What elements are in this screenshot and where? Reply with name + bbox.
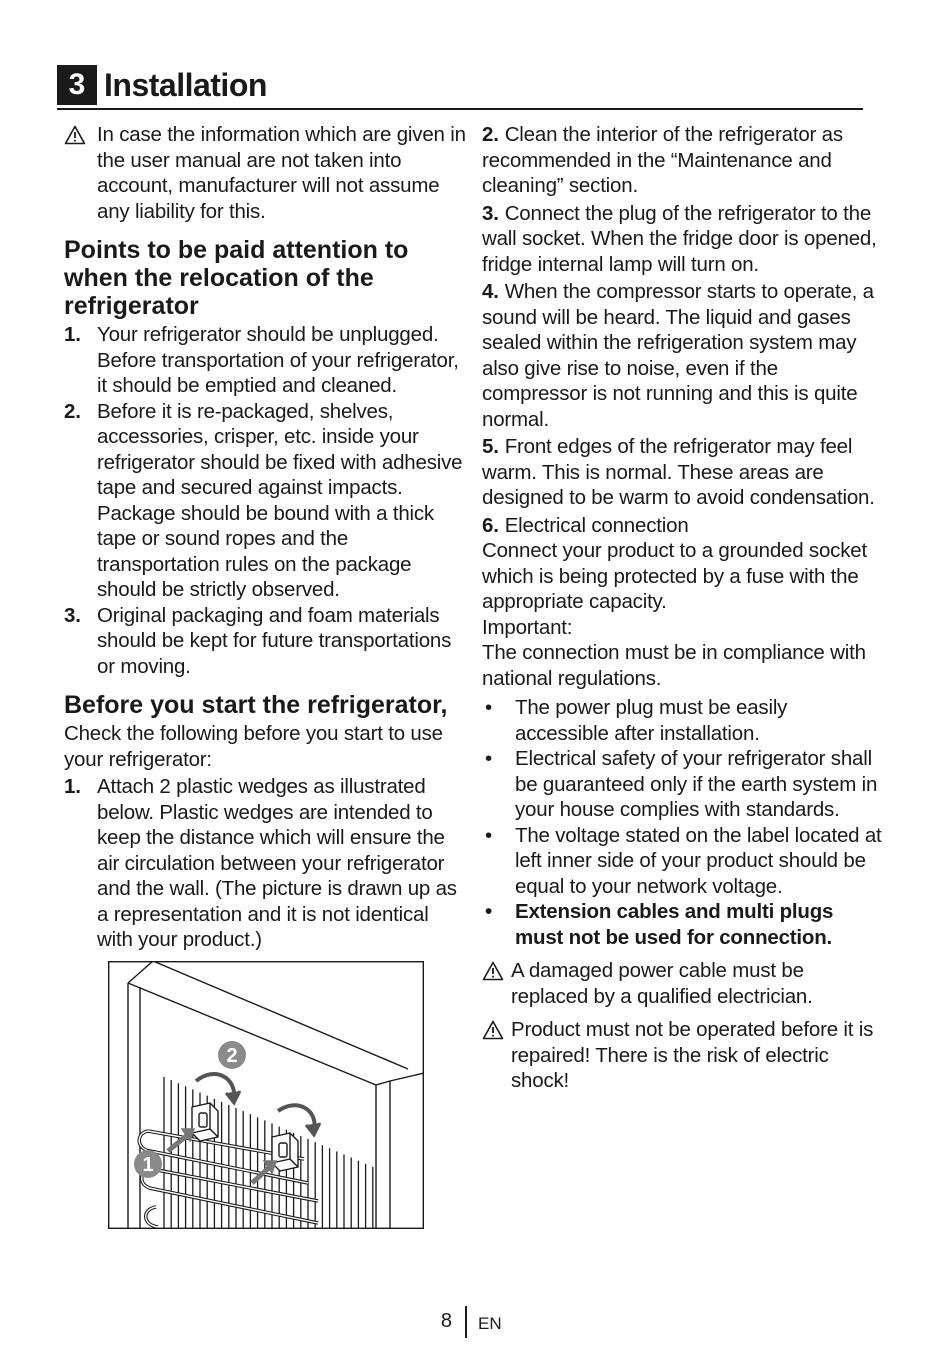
list-item <box>482 746 882 823</box>
step-number: 5. <box>482 435 499 458</box>
step-text: Connect the plug of the refrigerator to the wall socket. When the fridge door is opened, fridge internal lamp will turn on. <box>482 201 877 276</box>
wedge-illustration <box>108 961 424 1229</box>
step-6 <box>482 513 882 539</box>
shock-warning <box>482 1017 882 1094</box>
step-number: 6. <box>482 513 499 537</box>
step-text: Clean the interior of the refrigerator as recommended in the “Maintenance and cleaning” section. <box>482 123 843 197</box>
step-3 <box>482 201 882 278</box>
step-text: When the compressor starts to operate, a sound will be heard. The liquid and gases sealed within the refrigeration system may also give rise to noise, even if the compressor is not running and this is quite normal. <box>482 280 874 431</box>
start-intro: Check the following before you start to use your refrigerator: <box>64 722 443 771</box>
step-5 <box>482 434 882 511</box>
callout-2-label: 2 <box>226 1044 238 1067</box>
chapter-title: Installation <box>104 67 267 103</box>
relocation-list <box>64 322 469 679</box>
bullet-text: The voltage stated on the label located at left inner side of your product should be equal to your network voltage. <box>515 823 882 898</box>
bullet-text: Electrical safety of your refrigerator shall be guaranteed only if the earth system in your house complies with standards. <box>515 747 878 821</box>
list-item <box>64 322 469 399</box>
start-heading: Before you start the refrigerator, <box>64 691 448 719</box>
list-item <box>64 603 469 680</box>
electrical-text: Connect your product to a grounded socket which is being protected by a fuse with the appropriate capacity. <box>482 539 867 613</box>
callout-1-label: 1 <box>142 1153 154 1176</box>
footer-divider <box>465 1306 467 1338</box>
cable-warning <box>482 958 882 1009</box>
list-item <box>482 695 882 746</box>
item-number: 1. <box>64 775 81 798</box>
relocation-heading: Points to be paid attention to when the relocation of the refrigerator <box>64 236 409 320</box>
electrical-bullets <box>482 695 882 950</box>
left-column <box>64 122 469 1229</box>
wedge-illustration-drawing <box>108 961 424 1229</box>
item-text: Original packaging and foam materials should be kept for future transportations or moving. <box>97 603 452 678</box>
page-number: 8 <box>440 1310 452 1332</box>
cable-warning-text: A damaged power cable must be replaced by a qualified electrician. <box>511 959 813 1008</box>
bullet-text: The power plug must be easily accessible after installation. <box>515 696 788 745</box>
item-text: Your refrigerator should be unplugged. Before transportation of your refrigerator, it should be emptied and cleaned. <box>97 323 459 397</box>
warning-triangle-icon <box>64 125 86 145</box>
item-number: 1. <box>64 323 81 346</box>
item-text: Attach 2 plastic wedges as illustrated below. Plastic wedges are intended to keep the distance which will ensure the air circulation between your refrigerator and the wall. (The picture is drawn up as a representation and it is not identical with your product.) <box>97 775 457 951</box>
start-list <box>64 774 469 953</box>
liability-warning-text: In case the information which are given in the user manual are not taken into account, manufacturer will not assume any liability for this. <box>97 123 466 223</box>
bullet-dot: • <box>485 747 492 770</box>
shock-warning-text: Product must not be operated before it is repaired! There is the risk of electric shock! <box>511 1018 874 1092</box>
step-number: 3. <box>482 201 499 225</box>
compliance-text: The connection must be in compliance with national regulations. <box>482 641 866 690</box>
warning-triangle-icon <box>482 1020 504 1040</box>
list-item <box>64 774 469 953</box>
step-2 <box>482 122 882 199</box>
liability-warning <box>64 122 469 224</box>
callout-1 <box>134 1150 162 1178</box>
bullet-text: Extension cables and multi plugs must not be used for connection. <box>515 900 834 949</box>
important-label: Important: <box>482 615 573 639</box>
right-column <box>482 122 882 1094</box>
bullet-dot: • <box>485 823 492 847</box>
step-number: 4. <box>482 280 499 303</box>
list-item <box>482 823 882 900</box>
item-number: 3. <box>64 603 81 627</box>
step-text: Front edges of the refrigerator may feel warm. This is normal. These areas are designed to be warm to avoid condensation. <box>482 435 875 509</box>
step-number: 2. <box>482 123 499 146</box>
chapter-number: 3 <box>57 65 97 105</box>
step-text: Electrical connection <box>504 513 689 537</box>
page-footer <box>0 1306 950 1340</box>
item-number: 2. <box>64 399 81 423</box>
list-item <box>64 399 469 603</box>
callout-2 <box>218 1041 246 1069</box>
warning-triangle-icon <box>482 961 504 981</box>
bullet-dot: • <box>485 696 492 719</box>
chapter-header <box>57 63 863 110</box>
bullet-dot: • <box>485 900 492 923</box>
item-text: Before it is re-packaged, shelves, accessories, crisper, etc. inside your refrigerator should be fixed with adhesive tape and secured against impacts. Package should be bound with a thick tape or sound ropes and the transportation rules on the package should be strictly observed. <box>97 399 463 601</box>
list-item <box>482 899 882 950</box>
language-code: EN <box>478 1314 502 1333</box>
step-4 <box>482 279 882 432</box>
